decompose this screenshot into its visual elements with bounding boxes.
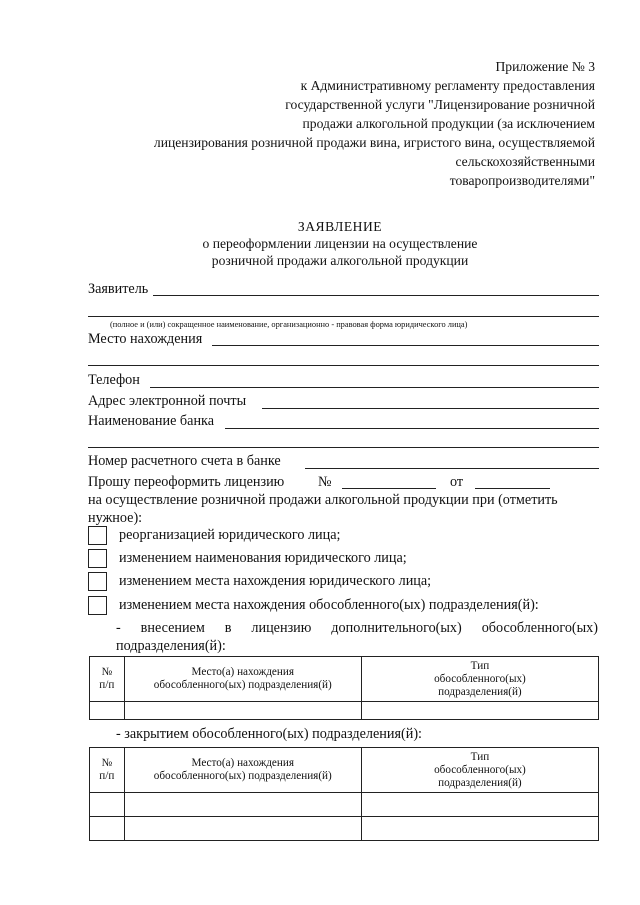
document-subtitle-line: розничной продажи алкогольной продукции bbox=[211, 253, 469, 268]
column-header-number: № п/п bbox=[90, 748, 125, 793]
license-date-label: от bbox=[450, 474, 464, 490]
option-subdivision-location-change[interactable] bbox=[88, 596, 539, 615]
closing-subdivisions-table bbox=[89, 747, 599, 841]
checkbox[interactable] bbox=[88, 596, 107, 615]
email-input-line[interactable] bbox=[262, 408, 599, 409]
license-number-input-line[interactable] bbox=[342, 488, 436, 489]
table-header-row bbox=[90, 748, 599, 793]
table-row[interactable] bbox=[90, 817, 599, 841]
account-input-line[interactable] bbox=[305, 468, 599, 469]
table-cell[interactable] bbox=[90, 793, 125, 817]
appendix-title: Приложение № 3 bbox=[495, 59, 595, 74]
appendix-line: государственной услуги "Лицензирование розничной bbox=[285, 97, 595, 112]
phone-input-line[interactable] bbox=[150, 387, 599, 388]
option-label: реорганизацией юридического лица; bbox=[119, 527, 341, 543]
table-row[interactable] bbox=[90, 702, 599, 720]
option-location-change[interactable] bbox=[88, 572, 431, 591]
applicant-hint: (полное и (или) сокращенное наименование, организационно - правовая форма юридического лица) bbox=[110, 320, 468, 329]
option-name-change[interactable] bbox=[88, 549, 407, 568]
purpose-text: на осуществление розничной продажи алкогольной продукции при (отметить нужное): bbox=[88, 492, 558, 526]
appendix-line: к Административному регламенту предоставления bbox=[300, 78, 595, 93]
table-row[interactable] bbox=[90, 793, 599, 817]
option-label: изменением места нахождения юридического лица; bbox=[119, 573, 432, 589]
table-cell[interactable] bbox=[124, 817, 361, 841]
column-header-type: Тип обособленного(ых) подразделения(й) bbox=[361, 748, 598, 793]
checkbox[interactable] bbox=[88, 549, 107, 568]
appendix-header bbox=[35, 57, 595, 190]
document-heading bbox=[120, 218, 560, 269]
column-header-type: Тип обособленного(ых) подразделения(й) bbox=[361, 657, 598, 702]
table-cell[interactable] bbox=[124, 702, 361, 720]
closing-text: - закрытием обособленного(ых) подразделения(й): bbox=[116, 726, 422, 742]
appendix-line: лицензирования розничной продажи вина, игристого вина, осуществляемой bbox=[153, 135, 595, 150]
location-input-line[interactable] bbox=[212, 345, 599, 346]
license-number-sign: № bbox=[318, 474, 332, 490]
checkbox[interactable] bbox=[88, 572, 107, 591]
document-subtitle-line: о переоформлении лицензии на осуществление bbox=[202, 236, 478, 251]
location-label: Место нахождения bbox=[88, 331, 203, 347]
document-title: ЗАЯВЛЕНИЕ bbox=[297, 219, 383, 234]
bank-label: Наименование банка bbox=[88, 413, 215, 429]
table-cell[interactable] bbox=[361, 702, 598, 720]
table-header-row bbox=[90, 657, 599, 702]
table-cell[interactable] bbox=[90, 817, 125, 841]
option-label: изменением места нахождения обособленного(ых) подразделения(й): bbox=[119, 597, 539, 613]
appendix-line: продажи алкогольной продукции (за исключением bbox=[302, 116, 595, 131]
applicant-input-line-2[interactable] bbox=[88, 316, 599, 317]
column-header-place: Место(а) нахождения обособленного(ых) подразделения(й) bbox=[124, 657, 361, 702]
column-header-number: № п/п bbox=[90, 657, 125, 702]
location-input-line-2[interactable] bbox=[88, 365, 599, 366]
addition-text: - внесением в лицензию дополнительного(ых) обособленного(ых) подразделения(й): bbox=[116, 620, 598, 654]
appendix-line: товаропроизводителями" bbox=[449, 173, 595, 188]
account-label: Номер расчетного счета в банке bbox=[88, 453, 281, 469]
license-date-input-line[interactable] bbox=[475, 488, 550, 489]
bank-input-line[interactable] bbox=[225, 428, 599, 429]
applicant-label: Заявитель bbox=[88, 281, 149, 297]
table-cell[interactable] bbox=[361, 817, 598, 841]
phone-label: Телефон bbox=[88, 372, 140, 388]
column-header-place: Место(а) нахождения обособленного(ых) подразделения(й) bbox=[124, 748, 361, 793]
option-label: изменением наименования юридического лица; bbox=[119, 550, 407, 566]
option-reorganization[interactable] bbox=[88, 526, 340, 545]
table-cell[interactable] bbox=[124, 793, 361, 817]
email-label: Адрес электронной почты bbox=[88, 393, 247, 409]
applicant-input-line[interactable] bbox=[153, 295, 599, 296]
addition-subdivisions-table bbox=[89, 656, 599, 720]
appendix-line: сельскохозяйственными bbox=[455, 154, 595, 169]
bank-input-line-2[interactable] bbox=[88, 447, 599, 448]
license-request-label: Прошу переоформить лицензию bbox=[88, 474, 285, 490]
table-cell[interactable] bbox=[361, 793, 598, 817]
checkbox[interactable] bbox=[88, 526, 107, 545]
table-cell[interactable] bbox=[90, 702, 125, 720]
